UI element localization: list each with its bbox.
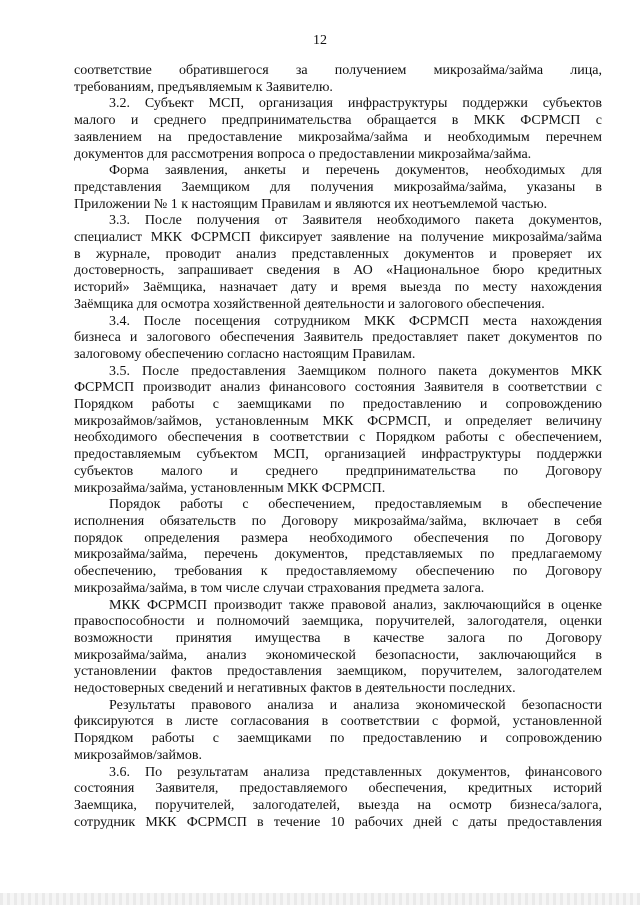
- paragraph: [74, 765, 602, 832]
- text-line: возможности принятия имущества в качестве залога по Договору: [74, 630, 602, 646]
- text-line: залоговому обеспечению согласно настоящим Правилам.: [74, 346, 416, 362]
- text-line: Результаты правового анализа и анализа экономической безопасности: [109, 697, 602, 713]
- text-line: Порядок работы с обеспечением, предоставляемым в обеспечение: [109, 497, 602, 513]
- text-line: недостоверных сведений и негативных фактов в деятельности последних.: [74, 681, 516, 697]
- text-line: 3.5. После предоставления Заемщиком полного пакета документов МКК: [109, 363, 602, 379]
- text-line: необходимого обеспечения в соответствии с Порядком работы с обеспечением,: [74, 430, 602, 446]
- paragraph: [74, 698, 602, 765]
- text-line: 3.2. Субъект МСП, организация инфраструктуры поддержки субъектов: [109, 96, 602, 112]
- text-line: микрозайма/займа, установленным МКК ФСРМСП.: [74, 480, 386, 496]
- text-line: ФСРМСП производит анализ финансового состояния Заявителя в соответствии с: [74, 380, 602, 396]
- text-line: микрозайма/займа, анализ экономической безопасности, заключающийся в: [74, 647, 602, 663]
- paragraph: [74, 63, 602, 96]
- text-line: микрозайма/займа, перечень документов, представляемых по предлагаемому: [74, 547, 602, 563]
- text-line: Заемщика, поручителей, залогодателей, выезда на осмотр бизнеса/залога,: [74, 797, 602, 813]
- text-line: историй» Заёмщика, назначает дату и время выезда по месту нахождения: [74, 280, 602, 296]
- text-line: заявлением на предоставление микрозайма/займа и необходимым перечнем: [74, 129, 602, 145]
- text-line: состояния Заявителя, предоставляемого обеспечения, кредитных историй: [74, 781, 602, 797]
- page-number: 12: [313, 33, 327, 48]
- text-line: микрозаймов/займов, установленным МКК ФСРМСП, и определяет величину: [74, 413, 602, 429]
- text-line: предоставляемым субъектом МСП, организацией инфраструктуры поддержки: [74, 447, 602, 463]
- text-line: 3.3. После получения от Заявителя необходимого пакета документов,: [109, 213, 602, 229]
- text-line: Порядком работы с заемщиками по предоставлению и сопровождению: [74, 397, 602, 413]
- text-line: соответствие обратившегося за получением микрозайма/займа лица,: [74, 63, 602, 78]
- text-line: представления Заемщиком для получения микрозайма/займа, указаны в: [74, 179, 602, 195]
- text-line: субъектов малого и среднего предпринимательства по Договору: [74, 463, 602, 479]
- document-body: [74, 63, 602, 831]
- text-line: специалист МКК ФСРМСП фиксирует заявление на получение микрозайма/займа: [74, 230, 602, 246]
- paragraph: [74, 497, 602, 597]
- paragraph: [74, 314, 602, 364]
- text-line: обеспечению, требования к предоставляемому обеспечению по Договору: [74, 564, 602, 580]
- paragraph: [74, 96, 602, 163]
- text-line: сотрудник МКК ФСРМСП в течение 10 рабочих дней с даты предоставления: [74, 814, 602, 830]
- text-line: микрозаймов/займов.: [74, 747, 202, 763]
- text-line: малого и среднего предпринимательства обращается в МКК ФСРМСП с: [74, 113, 602, 129]
- text-line: Форма заявления, анкеты и перечень документов, необходимых для: [109, 163, 602, 179]
- text-line: достоверность, запрашивает сведения в АО «Национальное бюро кредитных: [74, 263, 602, 279]
- text-line: исполнения обязательств по Договору микрозайма/займа, включает в себя: [74, 513, 602, 529]
- text-line: фиксируются в листе согласования в соответствии с формой, установленной: [74, 714, 602, 730]
- paragraph: [74, 598, 602, 698]
- scan-bottom-edge: [0, 893, 640, 905]
- text-line: 3.4. После посещения сотрудником МКК ФСРМСП места нахождения: [109, 313, 602, 329]
- text-line: МКК ФСРМСП производит также правовой анализ, заключающийся в оценке: [109, 597, 602, 613]
- text-line: порядок определения размера необходимого обеспечения по Договору: [74, 530, 602, 546]
- text-line: установлении фактов предоставления заемщиком, поручителем, залогодателем: [74, 664, 602, 680]
- text-line: 3.6. По результатам анализа представленных документов, финансового: [109, 764, 602, 780]
- text-line: Порядком работы с заемщиками по предоставлению и сопровождению: [74, 731, 602, 747]
- paragraph: [74, 163, 602, 213]
- text-line: в журнале, проводит анализ представленных документов и проверяет их: [74, 246, 602, 262]
- text-line: Заёмщика для осмотра хозяйственной деятельности и залогового обеспечения.: [74, 296, 545, 312]
- text-line: микрозайма/займа, в том числе случаи страхования предмета залога.: [74, 580, 485, 596]
- text-line: правоспособности и полномочий заемщика, поручителей, залогодателя, оценки: [74, 614, 602, 630]
- text-line: документов для рассмотрения вопроса о предоставлении микрозайма/займа.: [74, 146, 532, 162]
- text-line: Приложении № 1 к настоящим Правилам и являются их неотъемлемой частью.: [74, 196, 548, 212]
- paragraph: [74, 213, 602, 313]
- text-line: требованиям, предъявляемым к Заявителю.: [74, 79, 333, 95]
- text-line: бизнеса и залогового обеспечения Заявитель предоставляет пакет документов по: [74, 330, 602, 346]
- paragraph: [74, 364, 602, 498]
